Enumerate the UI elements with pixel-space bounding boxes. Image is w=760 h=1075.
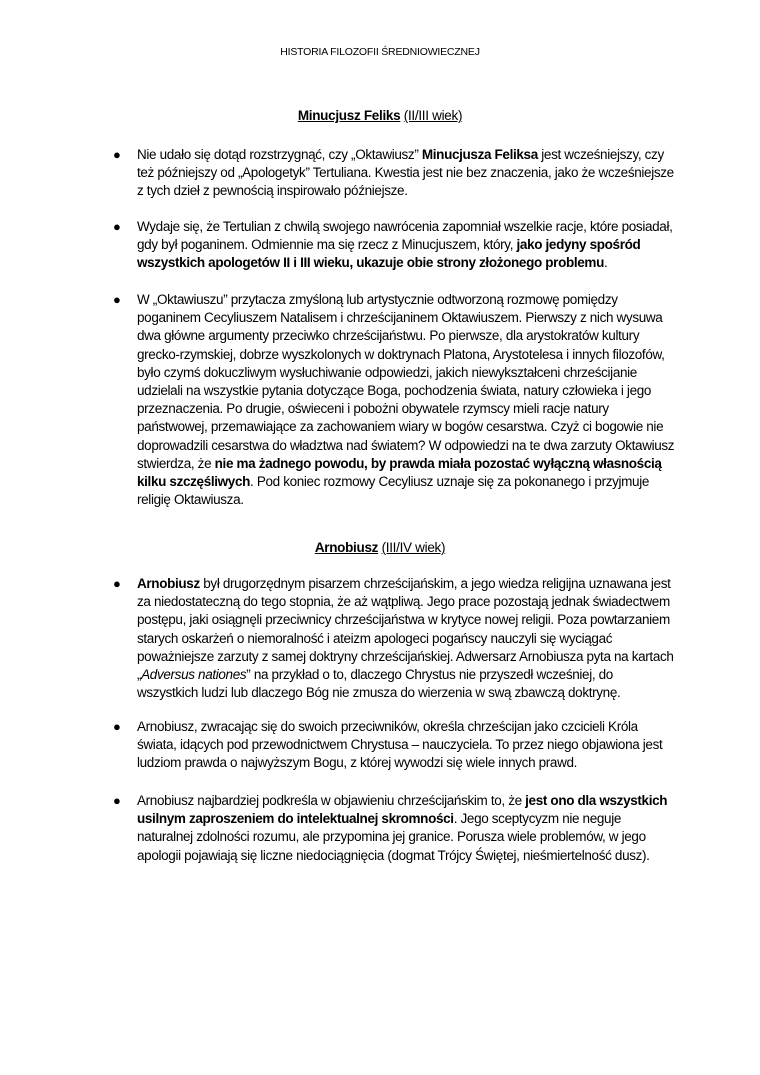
bullet-icon: ● xyxy=(113,793,121,808)
list-item xyxy=(113,575,677,702)
paragraph-text: Wydaje się, że Tertulian z chwilą swojego nawrócenia zapomniał wszelkie racje, które posiadał, gdy był poganinem. Odmiennie ma się rzecz z Minucjuszem, który, xyxy=(137,219,673,253)
bold-text: jest ono dla wszystkich usilnym zaproszeniem do intelektualnej skromności xyxy=(137,793,668,827)
bold-text: nie ma żadnego powodu, by prawda miała pozostać wyłączną własnością kilku szczęśliwych xyxy=(137,455,662,490)
list-item xyxy=(113,291,677,509)
bullet-icon: ● xyxy=(113,147,121,162)
paragraph-text: Nie udało się dotąd rozstrzygnąć, czy „Oktawiusz” xyxy=(137,147,422,162)
section-title-name: Arnobiusz xyxy=(314,540,379,555)
section-title-minucjusz xyxy=(0,108,760,123)
list-item xyxy=(113,146,677,201)
paragraph-text: Arnobiusz najbardziej podkreśla w objawieniu chrześcijańskim to, że xyxy=(137,793,526,808)
bullet-icon: ● xyxy=(113,576,121,591)
page-header: HISTORIA FILOZOFII ŚREDNIOWIECZNEJ xyxy=(280,46,480,58)
paragraph-text: był drugorzędnym pisarzem chrześcijańskim, a jego wiedza religijna uznawana jest za niedostateczną do tego stopnia, że aż wątpliwą. Jego prace pozostają jednak świadectwem postępu, jaki osiągnęli przeciwnicy chrześcijaństwa w krytyce nowej religii. Poza powtarzaniem starych oskarżeń o niemoralność i ateizm apologeci pogańscy nauczyli się wyciągać poważniejsze zarzuty z samej doktryny chrześcijańskiej. Adwersarz Arnobiusza pyta na kartach „ xyxy=(137,576,674,683)
bullet-icon: ● xyxy=(113,292,121,307)
italic-text: Adversus nationes xyxy=(141,667,247,683)
paragraph-text: . xyxy=(603,255,608,271)
section-title-arnobiusz xyxy=(0,540,760,555)
paragraph-text: . Jego sceptycyzm nie neguje naturalnej zdolności rozumu, ale przypomina jej granice. Porusza wiele problemów, w jego apologii pojawiają się liczne niedociągnięcia (dogmat Trójcy Świętej, nieśmiertelność dusz). xyxy=(137,811,650,863)
section-title-era: (III/IV wiek) xyxy=(381,540,446,555)
bullet-icon: ● xyxy=(113,219,121,234)
paragraph-text: jest wcześniejszy, czy też późniejszy od „Apologetyk” Tertuliana. Kwestia jest nie bez znaczenia, jako że wcześniejsze z tych dzieł z pewnością inspirowało późniejsze. xyxy=(137,147,674,199)
bullet-icon: ● xyxy=(113,719,121,734)
bold-text: Arnobiusz xyxy=(137,576,200,591)
paragraph-text: W „Oktawiuszu” przytacza zmyśloną lub artystycznie odtworzoną rozmowę pomiędzy poganinem Cecyliuszem Natalisem i chrześcijaninem Oktawiuszem. Pierwszy z nich wysuwa dwa główne argumenty przeciwko chrześcijaństwu. Po pierwsze, dla arystokratów kultury grecko-rzymskiej, dobrze wyszkolonych w doktrynach Platona, Arystotelesa i innych filozofów, było czymś dokuczliwym wysłuchiwanie odpowiedzi, jakich niewykształceni chrześcijanie udzielali na wszystkie pytania dotyczące Boga, pochodzenia świata, natury człowieka i jego przeznaczenia. Po drugie, oświeceni i pobożni obywatele rzymscy mieli racje natury państwowej, przemawiające za zachowaniem wiary w bogów cesarstwa. Czyż ci bogowie nie doprowadzili cesarstwa do władztwa nad światem? W odpowiedzi na te dwa zarzuty Oktawiusz stwierdza, że xyxy=(137,292,675,471)
paragraph-text: . Pod koniec rozmowy Cecyliusz uznaje się za pokonanego i przyjmuje religię Oktawiusza. xyxy=(137,474,650,508)
section-title-era: (II/III wiek) xyxy=(403,108,463,123)
paragraph-text: Arnobiusz, zwracając się do swoich przeciwników, określa chrześcijan jako czcicieli Króla świata, idących pod przewodnictwem Chrystusa – nauczyciela. To przez niego objawiona jest ludziom prawda o najwyższym Bogu, z której wywodzi się wiele innych prawd. xyxy=(137,719,663,771)
bold-text: Minucjusza Feliksa xyxy=(421,147,538,162)
list-item xyxy=(113,218,677,273)
section-title-name: Minucjusz Feliks xyxy=(297,108,401,123)
bold-text: jako jedyny spośród wszystkich apologetów II i III wieku, ukazuje obie strony złożonego problemu xyxy=(137,237,641,271)
paragraph-text: ” na przykład o to, dlaczego Chrystus nie przyszedł wcześniej, do wszystkich ludzi lub dlaczego Bóg nie zmusza do wierzenia w swą zbawczą doktrynę. xyxy=(137,667,621,701)
list-item xyxy=(113,792,677,865)
list-item xyxy=(113,718,677,773)
